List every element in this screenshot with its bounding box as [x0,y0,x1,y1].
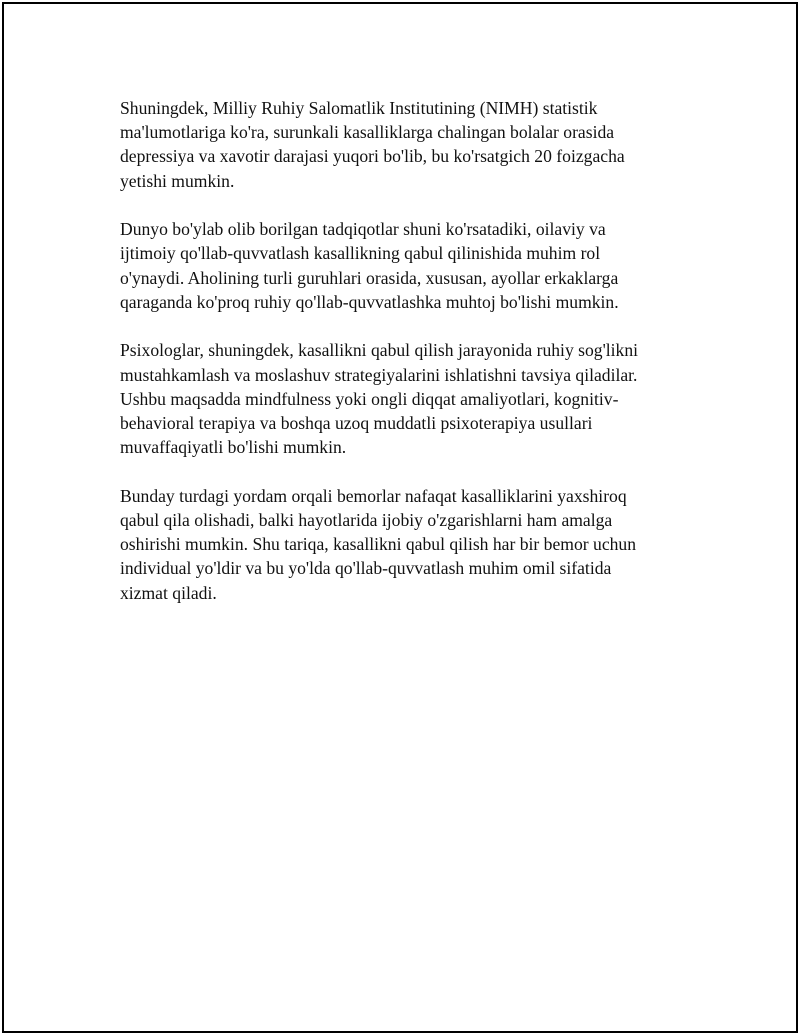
text-line: qaraganda ko'proq ruhiy qo'llab-quvvatlashka muhtoj bo'lishi mumkin. [120,291,619,312]
paragraph-1 [120,96,680,193]
text-line: o'ynaydi. Aholining turli guruhlari orasida, xususan, ayollar erkaklarga [120,267,619,288]
paragraph-4 [120,484,680,605]
text-line: behavioral terapiya va boshqa uzoq muddatli psixoterapiya usullari [120,413,593,434]
paragraph-2 [120,217,680,314]
text-line: Bunday turdagi yordam orqali bemorlar nafaqat kasalliklarini yaxshiroq [120,485,627,506]
text-line: Dunyo bo'ylab olib borilgan tadqiqotlar shuni ko'rsatadiki, oilaviy va [120,219,606,240]
text-line: ijtimoiy qo'llab-quvvatlash kasallikning qabul qilinishida muhim rol [120,243,601,264]
text-line: Psixologlar, shuningdek, kasallikni qabul qilish jarayonida ruhiy sog'likni [120,340,639,361]
text-line: muvaffaqiyatli bo'lishi mumkin. [120,437,347,458]
text-line: individual yo'ldir va bu yo'lda qo'llab-quvvatlash muhim omil sifatida [120,558,612,579]
text-line: ma'lumotlariga ko'ra, surunkali kasalliklarga chalingan bolalar orasida [120,122,615,143]
text-line: qabul qila olishadi, balki hayotlarida ijobiy o'zgarishlarni ham amalga [120,510,613,531]
text-line: xizmat qiladi. [120,582,217,603]
text-line: mustahkamlash va moslashuv strategiyalarini ishlatishni tavsiya qiladilar. [120,364,638,385]
text-line: Shuningdek, Milliy Ruhiy Salomatlik Institutining (NIMH) statistik [120,98,598,118]
document-body [120,96,680,629]
text-line: oshirishi mumkin. Shu tariqa, kasallikni qabul qilish har bir bemor uchun [120,534,637,555]
text-line: depressiya va xavotir darajasi yuqori bo'lib, bu ko'rsatgich 20 foizgacha [120,146,625,167]
text-line: yetishi mumkin. [120,170,235,191]
text-line: Ushbu maqsadda mindfulness yoki ongli diqqat amaliyotlari, kognitiv- [120,388,619,409]
document-page [2,2,798,1033]
paragraph-3 [120,338,680,459]
